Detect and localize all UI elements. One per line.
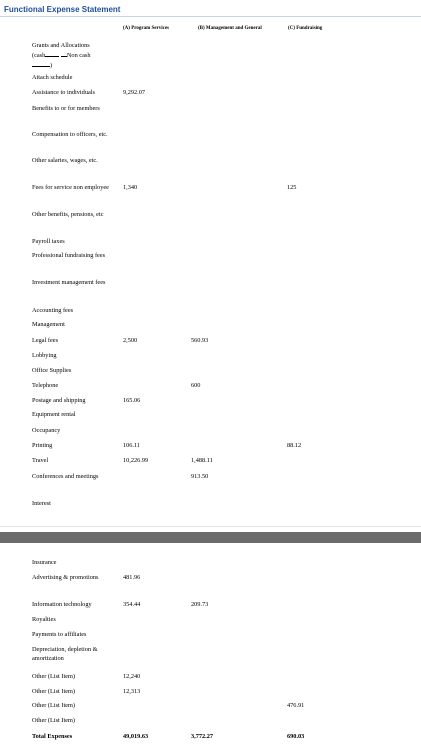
row-label: Other (List Item) (32, 673, 76, 680)
program-services-value: 106.11 (123, 442, 141, 449)
program-services-value: 2,500 (123, 337, 138, 344)
row-label: Professional fundraising fees (32, 252, 106, 259)
fundraising-value: 88.12 (287, 442, 302, 449)
total-program-services: 49,019.63 (123, 733, 149, 740)
row-label: Advertising & promotions (32, 574, 99, 581)
program-services-value: 481.96 (123, 574, 141, 581)
management-general-value: 209.73 (191, 601, 209, 608)
program-services-value: 12,240 (123, 673, 141, 680)
row-label: Grants and Allocations (cash Non cash ) (32, 42, 91, 69)
row-label: Travel (32, 457, 49, 464)
row-label: Other benefits, pensions, etc (32, 211, 104, 218)
page-divider (0, 526, 421, 527)
fundraising-value: 476.91 (287, 702, 305, 709)
row-label: Benefits to or for members (32, 105, 100, 112)
program-services-value: 12,313 (123, 688, 141, 695)
row-label: Insurance (32, 559, 57, 566)
row-label: Payments to affiliates (32, 631, 87, 638)
row-label: Other salaries, wages, etc. (32, 157, 98, 164)
row-label: Postage and shipping (32, 397, 86, 404)
row-label: Compensation to officers, etc. (32, 131, 108, 138)
row-label: Accounting fees (32, 307, 74, 314)
management-general-value: 913.50 (191, 473, 209, 480)
row-label: Other (List Item) (32, 702, 76, 709)
program-services-value: 165.06 (123, 397, 141, 404)
row-label: Payroll taxes (32, 238, 65, 245)
row-label: Investment management fees (32, 279, 106, 286)
fundraising-value: 125 (287, 184, 297, 191)
row-label: Occupancy (32, 427, 61, 434)
row-label: Conferences and meetings (32, 473, 99, 480)
program-services-value: 354.44 (123, 601, 141, 608)
total-fundraising: 690.03 (287, 733, 305, 740)
program-services-value: 1,340 (123, 184, 138, 191)
row-label: Other (List Item) (32, 688, 76, 695)
page-title: Functional Expense Statement (4, 5, 121, 14)
header-program-services: (A) Program Services (123, 26, 170, 31)
row-label: Printing (32, 442, 53, 449)
row-label: Equipment rental (32, 411, 76, 418)
row-label: Information technology (32, 601, 92, 608)
row-label: Legal fees (32, 337, 59, 344)
management-general-value: 1,488.11 (191, 457, 213, 464)
management-general-value: 560.93 (191, 337, 209, 344)
management-general-value: 600 (191, 382, 201, 389)
row-label: Other (List Item) (32, 717, 76, 724)
program-services-value: 10,226.99 (123, 457, 149, 464)
row-label: Royalties (32, 616, 56, 623)
header-management-general: (B) Management and General (198, 26, 262, 31)
program-services-value: 9,292.07 (123, 89, 146, 96)
total-label: Total Expenses (32, 733, 73, 740)
row-label: Depreciation, depletion & amortization (32, 646, 98, 662)
row-label: Office Supplies (32, 367, 72, 374)
row-label: Interest (32, 500, 51, 507)
row-label: Management (32, 321, 65, 328)
header-fundraising: (C) Fundraising (288, 26, 323, 31)
page-break-bar (0, 532, 421, 543)
row-label: Telephone (32, 382, 59, 389)
row-label: Fees for service non employee (32, 184, 109, 191)
row-label: Assistance to individuals (32, 89, 95, 96)
row-label: Lobbying (32, 352, 57, 359)
title-divider (0, 16, 421, 17)
total-management-general: 3,772.27 (191, 733, 214, 740)
row-label: Attach schedule (32, 74, 73, 81)
